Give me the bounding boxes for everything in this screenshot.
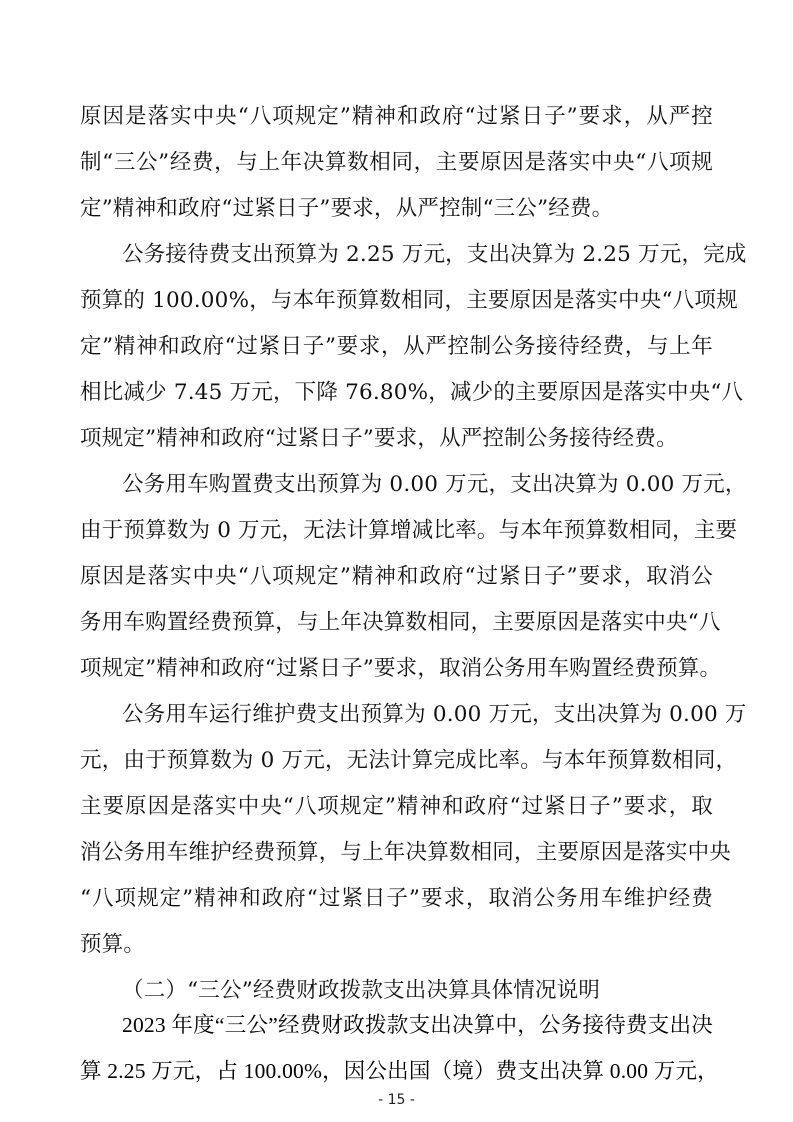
paragraph-line: 制“三公”经费，与上年决算数相同，主要原因是落实中央“八项规 xyxy=(80,150,713,175)
paragraph-line: 相比减少 7.45 万元，下降 76.80%，减少的主要原因是落实中央“八 xyxy=(80,380,744,405)
paragraph-line: 原因是落实中央“八项规定”精神和政府“过紧日子”要求，取消公 xyxy=(80,564,713,589)
paragraph-line: 公务接待费支出预算为 2.25 万元，支出决算为 2.25 万元，完成 xyxy=(122,242,747,267)
paragraph-line: 公务用车运行维护费支出预算为 0.00 万元，支出决算为 0.00 万 xyxy=(122,702,747,727)
paragraph-line: 项规定”精神和政府“过紧日子”要求，从严控制公务接待经费。 xyxy=(80,426,678,451)
paragraph-line: 定”精神和政府“过紧日子”要求，从严控制“三公”经费。 xyxy=(80,196,614,221)
paragraph-line: 消公务用车维护经费预算，与上年决算数相同，主要原因是落实中央 xyxy=(80,840,732,865)
paragraph-line: 预算的 100.00%，与本年预算数相同，主要原因是落实中央“八项规 xyxy=(80,288,738,313)
paragraph-line: 定”精神和政府“过紧日子”要求，从严控制公务接待经费，与上年 xyxy=(80,334,713,359)
paragraph-line: 原因是落实中央“八项规定”精神和政府“过紧日子”要求，从严控 xyxy=(80,104,713,129)
paragraph-line: “八项规定”精神和政府“过紧日子”要求，取消公务用车维护经费 xyxy=(80,886,713,911)
paragraph-line: 由于预算数为 0 万元，无法计算增减比率。与本年预算数相同，主要 xyxy=(80,518,738,543)
paragraph-line: 务用车购置经费预算，与上年决算数相同，主要原因是落实中央“八 xyxy=(80,610,721,635)
paragraph-line: 2023 年度“三公”经费财政拨款支出决算中，公务接待费支出决 xyxy=(122,1013,713,1037)
paragraph-line: 元，由于预算数为 0 万元，无法计算完成比率。与本年预算数相同， xyxy=(80,748,738,773)
paragraph-line: 预算。 xyxy=(80,932,146,957)
paragraph-line: 项规定”精神和政府“过紧日子”要求，取消公务用车购置经费预算。 xyxy=(80,656,722,681)
paragraph-line: 算 2.25 万元，占 100.00%，因公出国（境）费支出决算 0.00 万元， xyxy=(80,1059,719,1083)
section-heading: （二）“三公”经费财政拨款支出决算具体情况说明 xyxy=(122,978,601,1003)
paragraph-line: 主要原因是落实中央“八项规定”精神和政府“过紧日子”要求，取 xyxy=(80,794,713,819)
page-number: - 15 - xyxy=(378,1092,415,1108)
paragraph-line: 公务用车购置费支出预算为 0.00 万元，支出决算为 0.00 万元， xyxy=(122,472,747,497)
